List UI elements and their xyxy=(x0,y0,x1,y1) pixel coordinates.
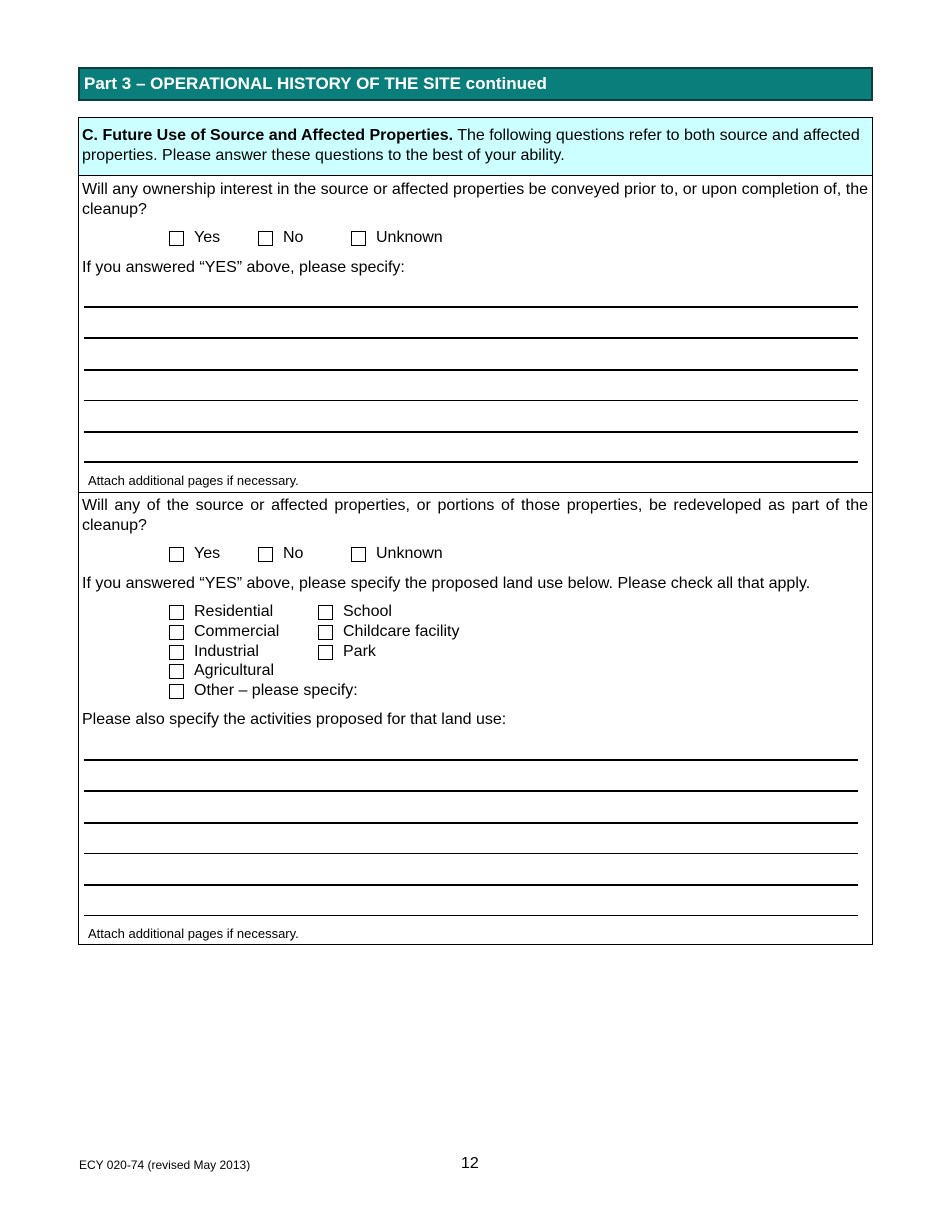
checkbox[interactable] xyxy=(169,664,184,679)
checkbox[interactable] xyxy=(169,684,184,699)
section-c-intro: The following questions refer to both source and affected properties. Please answer these questions to the best of your ability. xyxy=(82,127,860,164)
checkbox[interactable] xyxy=(258,231,273,246)
q1-answer-line[interactable] xyxy=(84,337,858,339)
checkbox[interactable] xyxy=(318,645,333,660)
q1-answer-line[interactable] xyxy=(84,306,858,308)
land-use-other[interactable]: Other – please specify: xyxy=(169,682,358,700)
q1-option-unknown[interactable]: Unknown xyxy=(351,229,443,247)
land-use-industrial[interactable]: Industrial xyxy=(169,643,259,661)
q1-text: Will any ownership interest in the source or affected properties be conveyed prior to, or upon completion of, the cleanup? xyxy=(82,181,868,218)
q2-attach-note: Attach additional pages if necessary. xyxy=(88,926,299,941)
q1-answer-line[interactable] xyxy=(84,461,858,463)
q1-attach-note: Attach additional pages if necessary. xyxy=(88,473,299,488)
checkbox[interactable] xyxy=(169,645,184,660)
q2-text: Will any of the source or affected properties, or portions of those properties, be redeveloped as part of the cleanup? xyxy=(82,497,868,534)
checkbox[interactable] xyxy=(318,605,333,620)
page-number: 12 xyxy=(461,1155,479,1172)
q2-answer-line[interactable] xyxy=(84,822,858,824)
part-title: Part 3 – OPERATIONAL HISTORY OF THE SITE continued xyxy=(84,74,547,93)
q2-answer-line[interactable] xyxy=(84,759,858,761)
q2-answer-line[interactable] xyxy=(84,884,858,886)
q2-option-yes[interactable]: Yes xyxy=(169,545,220,563)
checkbox[interactable] xyxy=(258,547,273,562)
q2-activities-prompt: Please also specify the activities proposed for that land use: xyxy=(82,711,507,728)
divider xyxy=(79,492,872,493)
q1-answer-line[interactable] xyxy=(84,400,858,401)
checkbox[interactable] xyxy=(169,547,184,562)
checkbox[interactable] xyxy=(169,605,184,620)
checkbox[interactable] xyxy=(351,547,366,562)
checkbox[interactable] xyxy=(318,625,333,640)
q1-option-no[interactable]: No xyxy=(258,229,303,247)
land-use-childcare[interactable]: Childcare facility xyxy=(318,623,459,641)
q2-answer-line[interactable] xyxy=(84,853,858,854)
q2-option-unknown[interactable]: Unknown xyxy=(351,545,443,563)
form-id: ECY 020-74 (revised May 2013) xyxy=(79,1158,251,1172)
land-use-park[interactable]: Park xyxy=(318,643,376,661)
q1-option-yes[interactable]: Yes xyxy=(169,229,220,247)
land-use-agricultural[interactable]: Agricultural xyxy=(169,662,274,680)
q2-option-no[interactable]: No xyxy=(258,545,303,563)
section-c-heading: C. Future Use of Source and Affected Properties. xyxy=(82,127,454,144)
section-c-table xyxy=(78,117,873,945)
q2-followup: If you answered “YES” above, please specify the proposed land use below. Please check all that apply. xyxy=(82,575,811,592)
q2-answer-line[interactable] xyxy=(84,790,858,792)
checkbox[interactable] xyxy=(169,231,184,246)
q1-answer-line[interactable] xyxy=(84,431,858,433)
land-use-commercial[interactable]: Commercial xyxy=(169,623,279,641)
land-use-school[interactable]: School xyxy=(318,603,392,621)
checkbox[interactable] xyxy=(351,231,366,246)
q2-answer-line[interactable] xyxy=(84,915,858,916)
land-use-residential[interactable]: Residential xyxy=(169,603,273,621)
checkbox[interactable] xyxy=(169,625,184,640)
q1-followup: If you answered “YES” above, please specify: xyxy=(82,259,405,276)
section-c-header xyxy=(79,118,872,176)
q1-answer-line[interactable] xyxy=(84,369,858,371)
part-header xyxy=(78,67,873,101)
